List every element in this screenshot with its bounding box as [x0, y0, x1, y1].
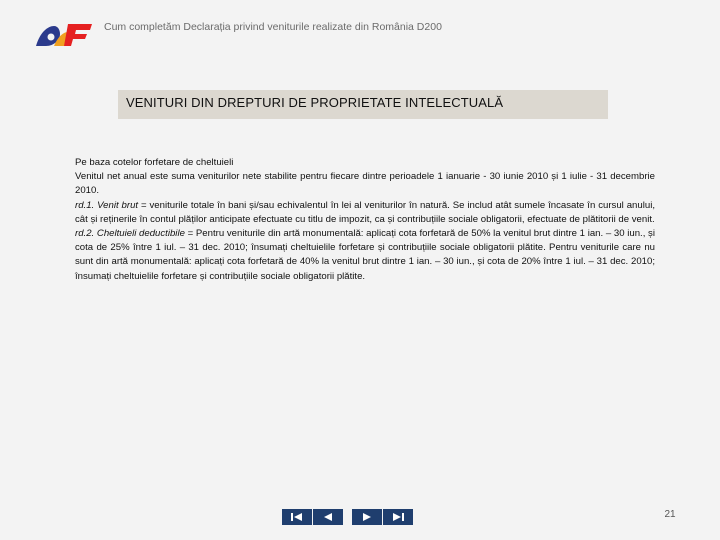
rd2-text: = Pentru veniturile din artă monumentală: aplicați cota forfetară de 50% la venitul brut dintre 1 ian. – 30 iun., și cota de 25% între 1 iul. – 31 dec. 2010; însumați cheltuielile forfetare și contribuțiile sociale obligatorii plătite. Pentru veniturile care nu sunt din artă monumentală: aplicați cota forfetară de 40% la venitul brut dintre 1 ian. – 30 iun., și cota de 20% între 1 iul. – 31 dec. 2010; însumați cheltuielile forfetare și contribuțiile sociale obligatorii plătite. — [75, 228, 655, 282]
rd1-text: = veniturile totale în bani și/sau echivalentul în lei al veniturilor în natură. Se includ atât sumele încasate în cursul anului, cât și reținerile în contul plăților anticipate efectuate cu titlu de impozit, ca și contribuțiile sociale obligatorii, efectuate de plătitorii de venit. — [75, 199, 655, 225]
slide-navigation — [282, 509, 413, 525]
header-title: Cum completăm Declarația privind veniturile realizate din România D200 — [104, 21, 442, 33]
rd2-label: rd.2. Cheltuieli deductibile — [75, 228, 185, 240]
previous-icon — [321, 512, 335, 522]
next-icon — [360, 512, 374, 522]
anaf-logo — [34, 18, 94, 50]
paragraph-net-income: Venitul net anual este suma veniturilor nete stabilite pentru fiecare dintre perioadele 1 ianuarie - 30 iunie 2010 și 1 iulie - 31 decembrie 2010. — [75, 171, 655, 197]
last-icon — [391, 512, 405, 522]
next-slide-button[interactable] — [352, 509, 382, 525]
rd1-label: rd.1. Venit brut — [75, 199, 139, 211]
first-icon — [290, 512, 304, 522]
section-heading: VENITURI DIN DREPTURI DE PROPRIETATE INTELECTUALĂ — [118, 90, 608, 119]
body-text — [75, 156, 655, 284]
first-slide-button[interactable] — [282, 509, 312, 525]
paragraph-rd1 — [75, 199, 655, 227]
page-number: 21 — [664, 509, 676, 520]
paragraph-subtitle: Pe baza cotelor forfetare de cheltuieli — [75, 157, 234, 168]
previous-slide-button[interactable] — [313, 509, 343, 525]
paragraph-rd2 — [75, 227, 655, 284]
last-slide-button[interactable] — [383, 509, 413, 525]
